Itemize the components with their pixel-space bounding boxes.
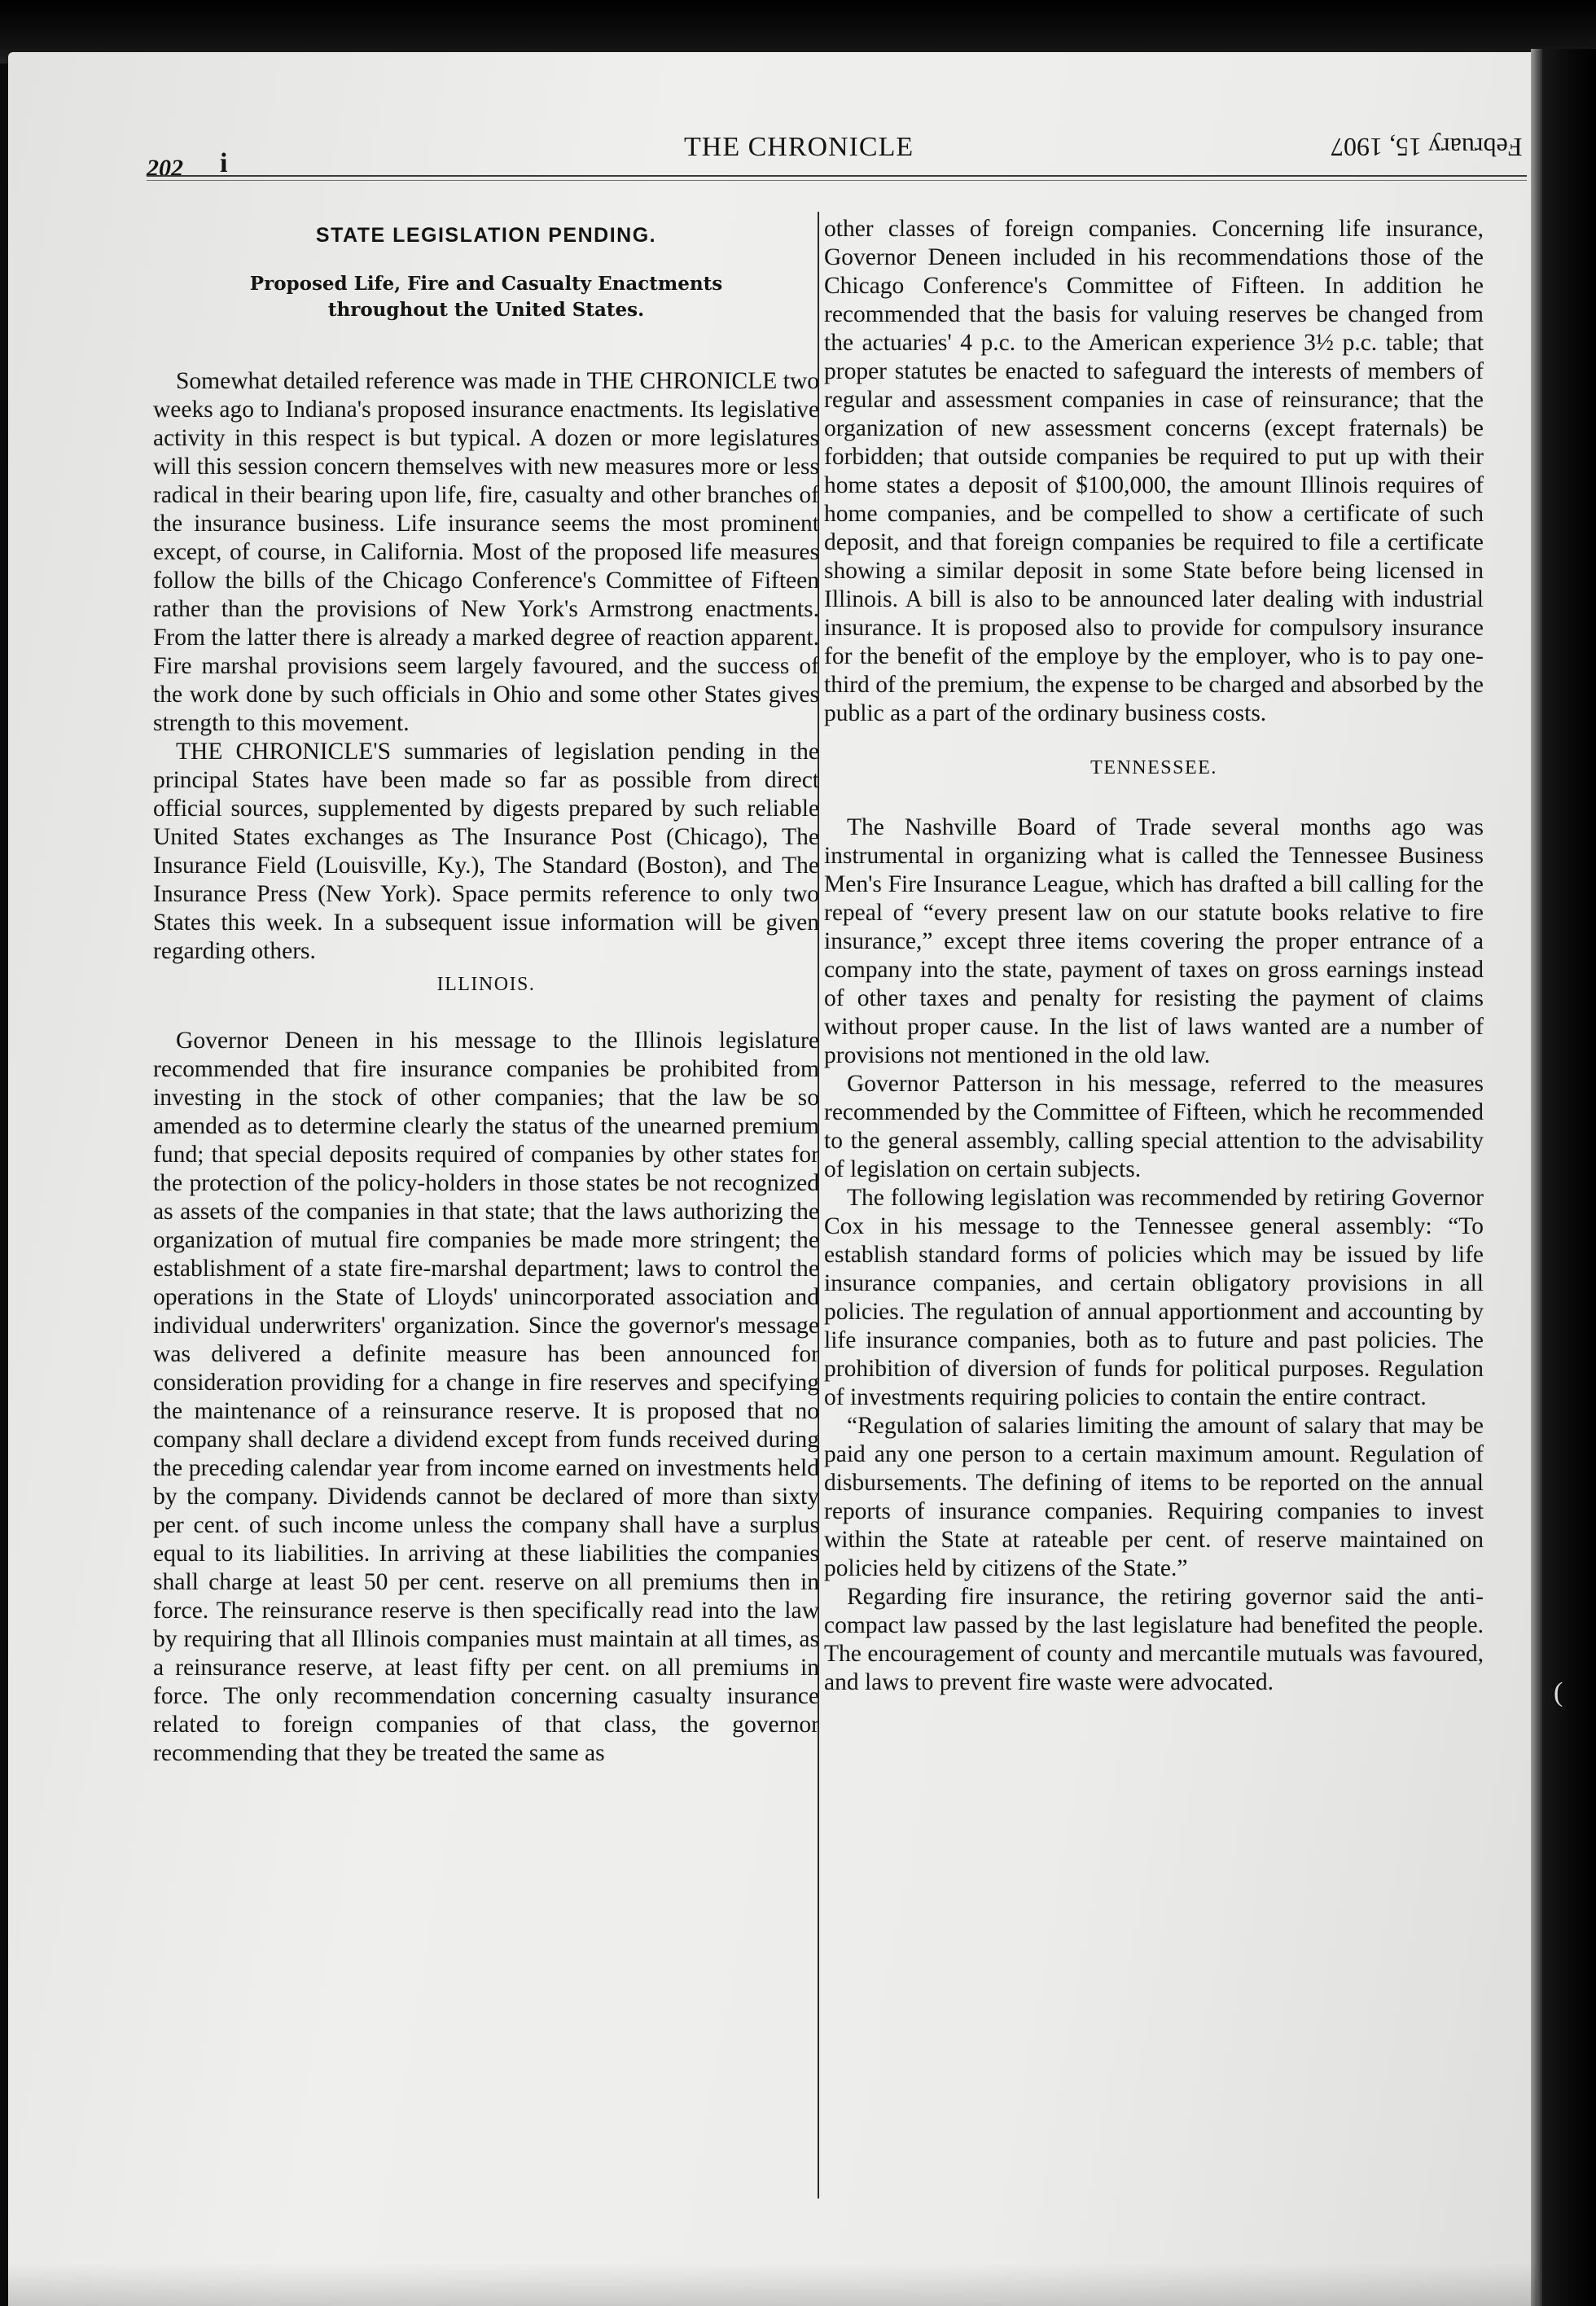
- subhead-line: throughout the United States.: [327, 299, 645, 321]
- running-date: February 15, 1907: [1331, 133, 1523, 162]
- body-paragraph: Governor Patterson in his message, referred to the measures recommended by the Committee of Fifteen, which he recommended to the general assembly, calling special attention to the advisability of legislation on certain subjects.: [824, 1071, 1484, 1182]
- book-edge: [1537, 49, 1596, 2306]
- header-rule-thin: [147, 180, 1527, 181]
- scan-bottom-shade: [8, 2264, 1537, 2306]
- running-header: [147, 124, 1523, 182]
- page-mark: i: [220, 148, 228, 178]
- left-column: [153, 213, 819, 1768]
- subhead-line: Proposed Life, Fire and Casualty Enactments: [249, 273, 723, 295]
- right-column: [824, 215, 1484, 1697]
- page-curl: [1531, 49, 1542, 2306]
- header-rule: [147, 175, 1527, 177]
- body-paragraph: The following legislation was recommended by retiring Governor Cox in his message to the Tennessee general assembly: “To establish standard forms of policies which may be issued by life insurance companies, and certain obligatory provisions in all policies. The regulation of annual apportionment and accounting by life insurance companies, both as to future and past policies. The prohibition of diversion of funds for political purposes. Regulation of investments requiring policies to contain the entire contract.: [824, 1185, 1484, 1410]
- section-head-tennessee: TENNESSEE.: [1090, 757, 1217, 778]
- body-paragraph: “Regulation of salaries limiting the amount of salary that may be paid any one person to a certain maximum amount. Regulation of disbursements. The defining of items to be reported on the annual reports of insurance companies. Requiring companies to invest within the State at rateable per cent. of reserve maintained on policies held by citizens of the State.”: [824, 1413, 1484, 1581]
- body-paragraph: other classes of foreign companies. Concerning life insurance, Governor Deneen included in his recommendations those of the Chicago Conference's Committee of Fifteen. In addition he recommended that the basis for valuing reserves be changed from the actuaries' 4 p.c. to the American experience 3½ p.c. table; that proper statutes be enacted to safeguard the interests of members of regular and assessment companies in case of reinsurance; that the organization of new assessment concerns (except fraternals) be forbidden; that outside companies be required to put up with their home states a deposit of $100,000, the amount Illinois requires of home companies, and be compelled to show a certificate of such deposit, and that foreign companies be required to file a certificate showing a similar deposit in some State before being licensed in Illinois. A bill is also to be announced later dealing with industrial insurance. It is proposed also to provide for compulsory insurance for the benefit of the employe by the employer, who is to pay one-third of the premium, the expense to be charged and absorbed by the public as a part of the ordinary business costs.: [824, 216, 1484, 726]
- running-title: THE CHRONICLE: [684, 132, 914, 162]
- body-paragraph: Regarding fire insurance, the retiring governor said the anti-compact law passed by the last legislature had benefited the people. The encouragement of county and mercantile mutuals was favoured, and laws to prevent fire waste were advocated.: [824, 1584, 1484, 1695]
- margin-mark: (: [1554, 1677, 1563, 1708]
- body-paragraph: Somewhat detailed reference was made in THE CHRONICLE two weeks ago to Indiana's proposed insurance enactments. Its legislative activity in this respect is but typical. A dozen or more legislatures will this session concern themselves with new measures more or less radical in their bearing upon life, fire, casualty and other branches of the insurance business. Life insurance seems the most prominent except, of course, in California. Most of the proposed life measures follow the bills of the Chicago Conference's Committee of Fifteen rather than the provisions of New York's Armstrong enactments. From the latter there is already a marked degree of reaction apparent. Fire marshal provisions seem largely favoured, and the success of the work done by such officials in Ohio and some other States gives strength to this movement.: [153, 368, 819, 736]
- page-number: 202: [147, 155, 183, 182]
- article-subhead: [153, 271, 819, 323]
- article-headline: STATE LEGISLATION PENDING.: [315, 224, 657, 247]
- body-paragraph: The Nashville Board of Trade several months ago was instrumental in organizing what is called the Tennessee Business Men's Fire Insurance League, which has drafted a bill calling for the repeal of “every present law on our statute books relative to fire insurance,” except three items covering the proper entrance of a company into the state, payment of taxes on gross earnings instead of other taxes and penalty for resisting the payment of claims without proper cause. In the list of laws wanted are a number of provisions not mentioned in the old law.: [824, 814, 1484, 1068]
- section-head-illinois: ILLINOIS.: [436, 974, 536, 995]
- body-paragraph: Governor Deneen in his message to the Illinois legislature recommended that fire insurance companies be prohibited from investing in the stock of other companies; that the law be so amended as to determine clearly the status of the unearned premium fund; that special deposits required of companies by other states for the protection of the policy-holders in those states be not recognized as assets of the companies in that state; that the laws authorizing the organization of mutual fire companies be made more stringent; the establishment of a state fire-marshal department; laws to control the operations in the State of Lloyds' unincorporated association and individual underwriters' organization. Since the governor's message was delivered a definite measure has been announced for consideration providing for a change in fire reserves and specifying the maintenance of a reinsurance reserve. It is proposed that no company shall declare a dividend except from funds received during the preceding calendar year from income earned on investments held by the company. Dividends cannot be declared of more than sixty per cent. of such income unless the company shall have a surplus equal to its liabilities. In arriving at these liabilities the companies shall charge at least 50 per cent. reserve on all premiums then in force. The reinsurance reserve is then specifically read into the law by requiring that all Illinois companies must maintain at all times, as a reinsurance reserve, at least fifty per cent. on all premiums in force. The only recommendation concerning casualty insurance related to foreign companies of that class, the governor recommending that they be treated the same as: [153, 1028, 819, 1766]
- body-paragraph: THE CHRONICLE'S summaries of legislation pending in the principal States have been made so far as possible from direct official sources, supplemented by digests prepared by such reliable United States exchanges as The Insurance Post (Chicago), The Insurance Field (Louisville, Ky.), The Standard (Boston), and The Insurance Press (New York). Space permits reference to only two States this week. In a subsequent issue information will be given regarding others.: [153, 739, 819, 964]
